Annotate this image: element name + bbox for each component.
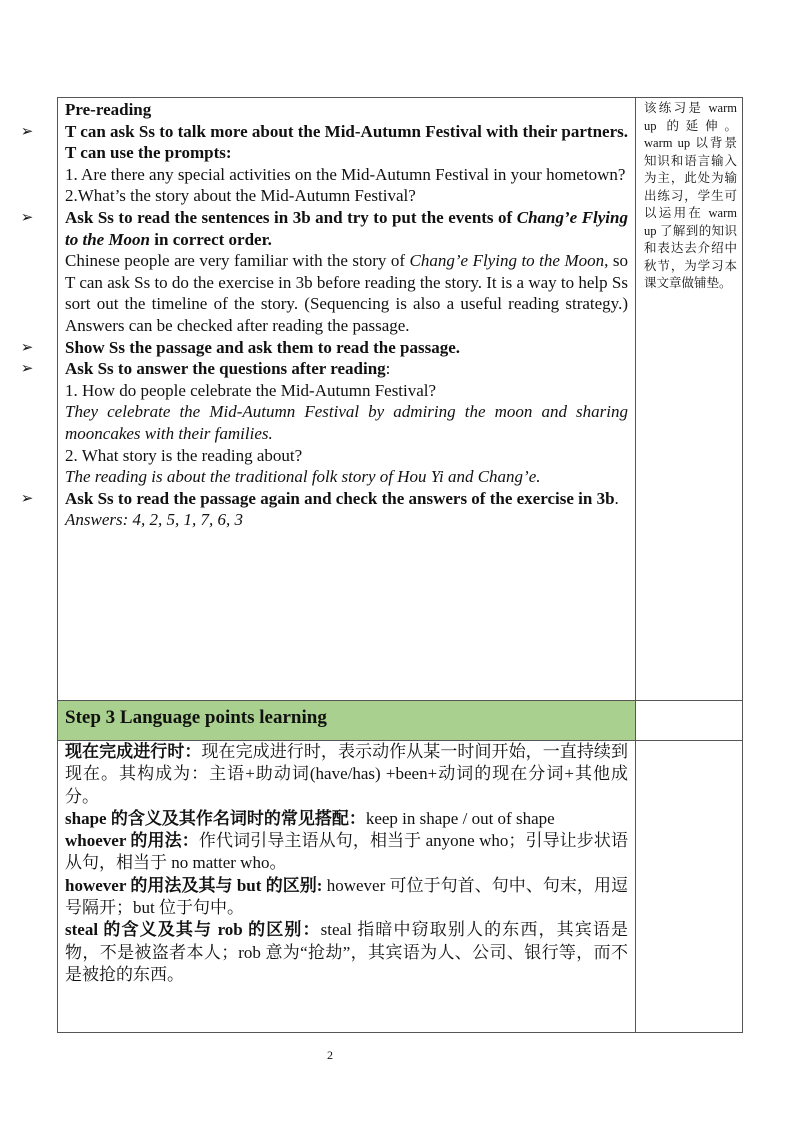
reading-question-2: 2. What story is the reading about? xyxy=(65,445,303,465)
arrow-bullet-icon: ➢ xyxy=(20,337,34,356)
reading-answer-1: They celebrate the Mid-Autumn Festival by admiring the moon and sharing mooncakes with their families. xyxy=(65,402,628,443)
point-shape: shape 的含义及其作名词时的常见搭配：keep in shape / out of shape xyxy=(65,808,555,828)
bullet-item-4: ➢ Ask Ss to answer the questions after reading: xyxy=(65,358,628,380)
prompt-question-2: 2.What’s the story about the Mid-Autumn Festival? xyxy=(65,186,416,206)
point-present-perfect-continuous: 现在完成进行时：现在完成进行时，表示动作从某一时间开始，一直持续到现在。其构成为：主语+助动词(have/has) +been+动词的现在分词+其他成分。 xyxy=(65,742,628,806)
pre-reading-heading: Pre-reading xyxy=(65,100,152,119)
lesson-plan-table xyxy=(20,97,743,1033)
reading-question-1: 1. How do people celebrate the Mid-Autumn Festival? xyxy=(65,380,437,400)
answer-key: Answers: 4, 2, 5, 1, 7, 6, 3 xyxy=(65,510,244,530)
arrow-bullet-icon: ➢ xyxy=(20,207,34,226)
step3-header: Step 3 Language points learning xyxy=(58,701,635,740)
point-however: however 的用法及其与 but 的区别: however 可位于句首、句中、句末，用逗号隔开；but 位于句中。 xyxy=(65,875,628,918)
language-points-cell xyxy=(58,741,635,986)
point-whoever: whoever 的用法：作代词引导主语从句，相当于 anyone who；引导让步状语从句，相当于 no matter who。 xyxy=(65,831,628,873)
side-note: 该练习是 warm up 的延伸。warm up 以背景知识和语言输入为主，此处为输出练习，学生可以运用在 warm up 了解到的知识和表达去介绍中秋节，为学习本课文章做铺垫。 xyxy=(644,101,737,290)
arrow-bullet-icon: ➢ xyxy=(20,121,34,140)
bullet-item-3: ➢ Show Ss the passage and ask them to read the passage. xyxy=(65,337,628,359)
point-steal-rob: steal 的含义及其与 rob 的区别：steal 指暗中窃取别人的东西，其宾语是物，不是被盗者本人；rob 意为“抢劫”，其宾语为人、公司、银行等，而不是被抢的东西。 xyxy=(65,920,628,984)
bullet-item-1: ➢ T can ask Ss to talk more about the Mid-Autumn Festival with their partners. T can use the prompts: xyxy=(65,121,628,164)
bullet-item-2: ➢ Ask Ss to read the sentences in 3b and try to put the events of Chang’e Flying to the Moon in correct order. xyxy=(65,207,628,250)
prompt-question-1: 1. Are there any special activities on the Mid-Autumn Festival in your hometown? xyxy=(65,164,626,184)
arrow-bullet-icon: ➢ xyxy=(20,359,34,378)
explanation-paragraph: Chinese people are very familiar with the story of Chang’e Flying to the Moon, so T can ask Ss to do the exercise in 3b before reading the story. It is a way to help Ss sort out the timeline of the story. (Sequencing is also a useful reading strategy.) Answers can be checked after reading the passage. xyxy=(65,251,628,335)
bullet-item-5: ➢ Ask Ss to read the passage again and check the answers of the exercise in 3b. xyxy=(65,488,628,510)
reading-answer-2: The reading is about the traditional folk story of Hou Yi and Chang’e. xyxy=(65,467,541,487)
arrow-bullet-icon: ➢ xyxy=(20,488,34,507)
pre-reading-cell xyxy=(20,98,635,700)
page-number: 2 xyxy=(327,1048,333,1062)
